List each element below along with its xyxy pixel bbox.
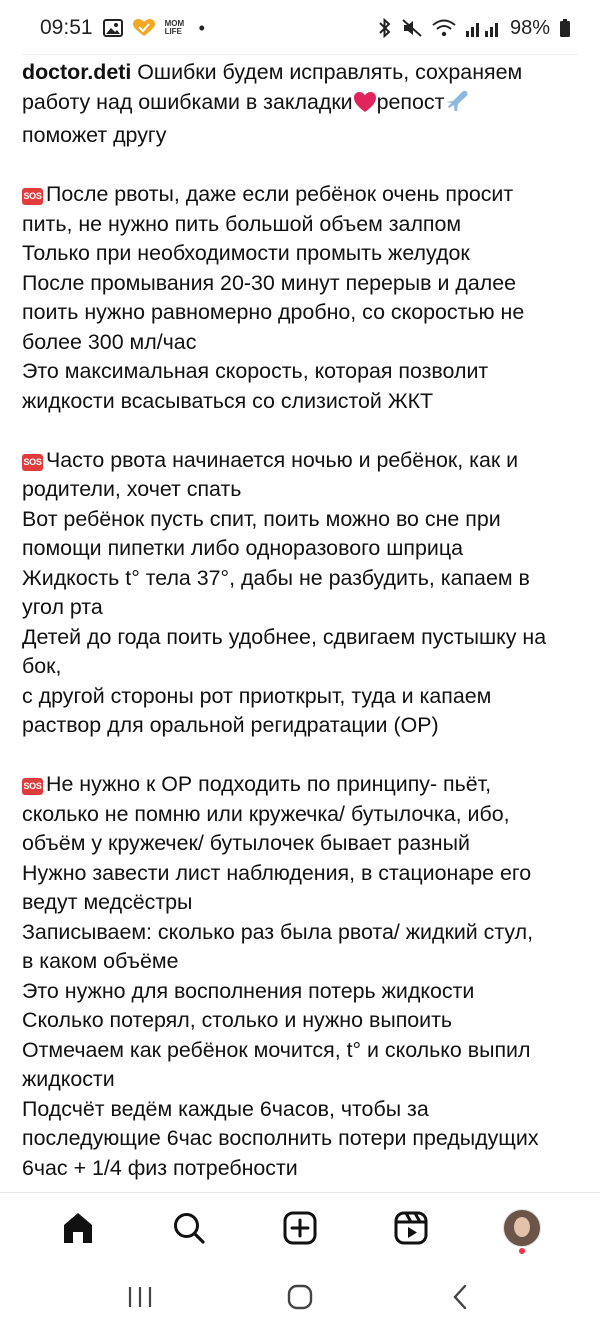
post-caption	[22, 58, 582, 1213]
gallery-icon	[103, 19, 123, 37]
section-3-line: объём у кружечек/ бутылочек бывает разный	[22, 831, 470, 855]
heart-icon	[353, 91, 377, 122]
section-2-line: помощи пипетки либо одноразового шприца	[22, 536, 464, 560]
home-circle-icon	[286, 1283, 314, 1311]
section-2	[22, 446, 582, 741]
recents-button[interactable]	[110, 1267, 170, 1327]
section-1-line: более 300 мл/час	[22, 329, 197, 354]
section-1-line: Это максимальная скорость, которая позволит	[22, 359, 489, 383]
intro-text-3: репост	[376, 89, 445, 114]
section-3-line: ведут медсёстры	[22, 890, 193, 914]
search-icon	[172, 1211, 206, 1245]
notification-dot	[519, 1248, 525, 1254]
reels-icon	[394, 1211, 428, 1245]
status-right	[378, 17, 570, 40]
mute-icon	[402, 19, 422, 37]
section-2-line: с другой стороны рот приоткрыт, туда и капаем	[22, 683, 492, 708]
section-3-line: Подсчёт ведём каждые 6часов, чтобы за	[22, 1096, 429, 1121]
search-button[interactable]	[159, 1198, 219, 1258]
previous-content-edge	[22, 44, 578, 55]
section-2-line	[22, 446, 582, 476]
create-button[interactable]	[270, 1198, 330, 1258]
section-3	[22, 770, 582, 1183]
section-2-line: Вот ребёнок пусть спит, поить можно во сне при	[22, 506, 501, 531]
author-username[interactable]: doctor.deti	[22, 60, 132, 84]
signal-icon	[466, 19, 500, 37]
section-1-line: пить, не нужно пить большой объем залпом	[22, 211, 462, 236]
battery-icon	[560, 19, 570, 37]
clock: 09:51	[40, 16, 93, 39]
section-2-line: бок,	[22, 654, 62, 678]
more-notifications-dot: •	[198, 18, 205, 38]
section-3-line: последующие 6час восполнить потери предыдущих	[22, 1126, 539, 1150]
airplane-icon	[444, 89, 470, 122]
section-3-line: жидкости	[22, 1067, 115, 1091]
section-3-text: Не нужно к ОР подходить по принципу- пьёт,	[46, 772, 492, 796]
section-2-line: угол рта	[22, 595, 103, 619]
intro-text-2: работу над ошибками в закладки	[22, 89, 353, 114]
section-3-line: Нужно завести лист наблюдения, в стационаре его	[22, 860, 532, 885]
recents-icon	[126, 1285, 154, 1309]
back-icon	[450, 1283, 470, 1311]
home-button[interactable]	[48, 1198, 108, 1258]
section-3-line: Это нужно для восполнения потерь жидкости	[22, 978, 475, 1003]
momlife-heart-icon	[133, 19, 155, 37]
reels-button[interactable]	[381, 1198, 441, 1258]
section-1	[22, 180, 582, 416]
bluetooth-icon	[378, 18, 392, 38]
profile-button[interactable]	[492, 1198, 552, 1258]
section-2-line: раствор для оральной регидратации (ОР)	[22, 713, 439, 737]
section-3-line: сколько не помню или кружечка/ бутылочка, ибо,	[22, 801, 510, 826]
section-1-line: жидкости всасываться со слизистой ЖКТ	[22, 388, 434, 413]
section-1-line: После промывания 20-30 минут перерыв и далее	[22, 270, 517, 295]
bottom-navigation	[0, 1192, 600, 1262]
section-2-text: Часто рвота начинается ночью и ребёнок, как и	[46, 447, 519, 472]
intro-line-2	[22, 88, 582, 122]
profile-avatar	[503, 1209, 541, 1247]
momlife-icon: MOM LIFE	[164, 19, 185, 36]
sos-icon: SOS	[22, 454, 43, 471]
back-button[interactable]	[430, 1267, 490, 1327]
section-3-line: 6час + 1/4 физ потребности	[22, 1155, 298, 1180]
home-icon	[61, 1211, 95, 1245]
create-icon	[283, 1211, 317, 1245]
section-3-line	[22, 770, 582, 800]
section-2-line: Жидкость t° тела 37°, дабы не разбудить, капаем в	[22, 565, 530, 590]
wifi-icon	[432, 19, 456, 37]
sos-icon: SOS	[22, 188, 43, 205]
section-3-line: Отмечаем как ребёнок мочится, t° и сколько выпил	[22, 1037, 531, 1062]
section-1-line: поить нужно равномерно дробно, со скоростью не	[22, 300, 525, 324]
section-2-line: Детей до года поить удобнее, сдвигаем пустышку на	[22, 624, 547, 649]
section-3-line: Сколько потерял, столько и нужно выпоить	[22, 1008, 453, 1032]
sos-icon: SOS	[22, 778, 43, 795]
section-3-line: в каком объёме	[22, 949, 179, 973]
section-1-line	[22, 180, 582, 210]
section-1-text: После рвоты, даже если ребёнок очень просит	[46, 182, 514, 206]
battery-percent: 98%	[509, 16, 550, 39]
system-navigation	[0, 1262, 600, 1332]
intro-line-3: поможет другу	[22, 123, 167, 147]
status-left	[40, 16, 205, 40]
caption-intro	[22, 58, 582, 151]
intro-line-1	[22, 58, 582, 88]
intro-text-1: Ошибки будем исправлять, сохраняем	[137, 60, 523, 84]
section-1-line: Только при необходимости промыть желудок	[22, 241, 470, 265]
home-system-button[interactable]	[270, 1267, 330, 1327]
section-2-line: родители, хочет спать	[22, 477, 242, 501]
section-3-line: Записываем: сколько раз была рвота/ жидкий стул,	[22, 919, 534, 944]
